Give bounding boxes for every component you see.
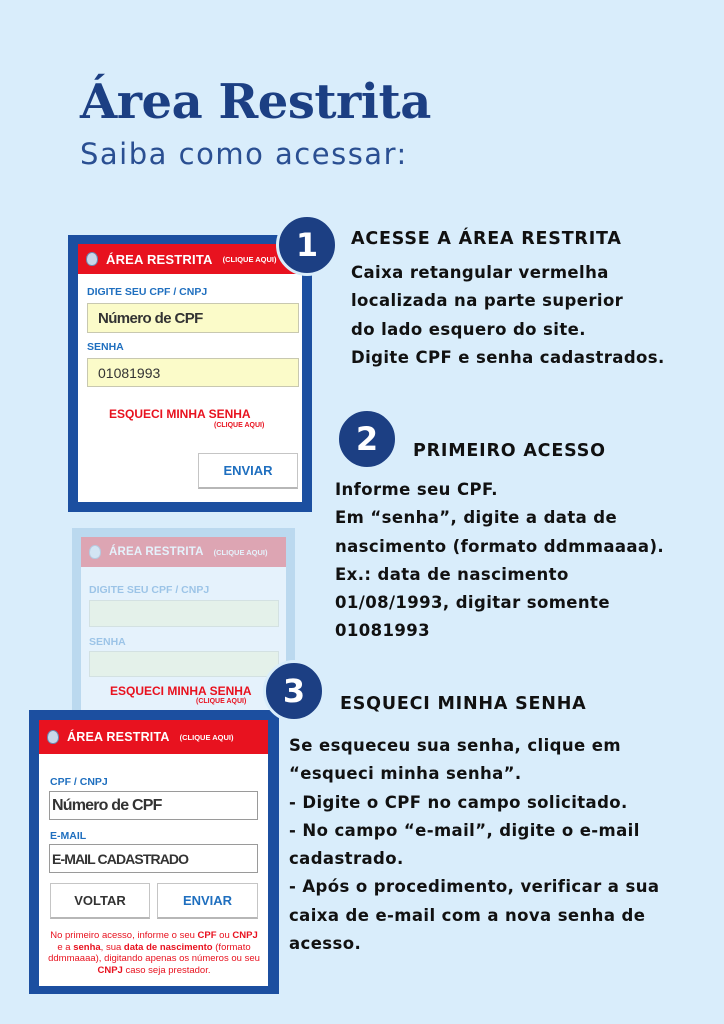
email-field-label: E-MAIL: [50, 830, 87, 842]
step-2-line: Informe seu CPF.: [335, 480, 498, 499]
page-title: Área Restrita: [80, 74, 431, 130]
recovery-send-button[interactable]: ENVIAR: [157, 883, 258, 919]
step-1-badge: 1: [276, 214, 338, 276]
step-3-line: caixa de e-mail com a nova senha de: [289, 905, 646, 925]
faded-cpf-label: DIGITE SEU CPF / CNPJ: [89, 584, 210, 596]
step-1-line: do lado esquero do site.: [351, 319, 586, 339]
back-button[interactable]: VOLTAR: [50, 883, 150, 919]
faded-forgot-password-link: ESQUECI MINHA SENHA: [110, 684, 252, 698]
note-text: ou: [216, 930, 233, 941]
step-2-heading: PRIMEIRO ACESSO: [413, 441, 606, 461]
step-1-line: Caixa retangular vermelha: [351, 263, 609, 282]
recovery-header-title: ÁREA RESTRITA: [67, 730, 170, 744]
step-3-line: “esqueci minha senha”.: [289, 764, 522, 784]
step-3-line: - Digite o CPF no campo solicitado.: [289, 792, 628, 812]
recovery-box-header[interactable]: [39, 720, 268, 754]
login-box-header-title: ÁREA RESTRITA: [106, 251, 213, 267]
recovery-box: [29, 710, 279, 994]
step-3-text: [289, 732, 659, 958]
faded-password-label: SENHA: [89, 636, 126, 648]
step-3-badge: 3: [263, 660, 325, 722]
recovery-note: [47, 930, 261, 976]
email-field[interactable]: [49, 844, 258, 873]
step-2-text: [335, 476, 664, 646]
recovery-shield-icon: [47, 730, 59, 744]
cpf-field-value: Número de CPF: [98, 309, 203, 327]
note-bold: data de nascimento: [123, 941, 213, 953]
note-bold: CNPJ: [97, 964, 123, 976]
login-box-header[interactable]: [78, 244, 302, 274]
password-field-value: 01081993: [98, 364, 161, 381]
step-3-heading: ESQUECI MINHA SENHA: [340, 694, 587, 714]
note-text: e a: [57, 941, 74, 953]
login-box-panel: [78, 244, 302, 502]
recovery-header-link[interactable]: (CLIQUE AQUI): [179, 732, 234, 742]
note-text: (formato ddmmaaaa), digitando apenas os números ou seu: [48, 941, 260, 964]
recovery-cpf-field[interactable]: [49, 791, 258, 820]
step-1-line: Digite CPF e senha cadastrados.: [351, 347, 665, 367]
step-2-line: 01/08/1993, digitar somente: [335, 593, 610, 613]
step-3-line: - No campo “e-mail”, digite o e-mail: [289, 820, 640, 840]
step-1-heading: ACESSE A ÁREA RESTRITA: [351, 229, 622, 249]
forgot-password-click-here[interactable]: (CLIQUE AQUI): [214, 422, 265, 429]
email-field-value: E-MAIL CADASTRADO: [52, 850, 189, 867]
step-2-badge: 2: [336, 408, 398, 470]
step-2-line: 01081993: [335, 621, 431, 641]
step-3-line: - Após o procedimento, verificar a sua: [289, 877, 660, 897]
step-2-line: Ex.: data de nascimento: [335, 564, 569, 584]
faded-password-field: [89, 651, 279, 677]
note-bold: senha: [73, 941, 101, 953]
recovery-box-panel: [39, 720, 268, 986]
note-text: , sua: [100, 941, 124, 953]
faded-shield-icon: [89, 545, 101, 559]
step-1-line: localizada na parte superior: [351, 291, 624, 311]
cpf-field[interactable]: [87, 303, 299, 333]
page-subtitle: Saiba como acessar:: [80, 137, 408, 171]
login-box: [68, 235, 312, 512]
recovery-cpf-label: CPF / CNPJ: [50, 776, 108, 788]
password-field-label: SENHA: [87, 341, 124, 353]
faded-forgot-password-click-here: (CLIQUE AQUI): [196, 698, 247, 705]
recovery-cpf-value: Número de CPF: [52, 796, 162, 814]
note-text: caso seja prestador.: [122, 964, 211, 976]
faded-header-link: (CLIQUE AQUI): [213, 547, 268, 557]
note-text: No primeiro acesso, informe o seu: [50, 930, 198, 941]
step-2-line: Em “senha”, digite a data de: [335, 508, 618, 528]
step-1-text: [351, 259, 665, 372]
faded-login-box-header: [81, 537, 286, 567]
step-3-line: acesso.: [289, 934, 362, 954]
step-2-line: nascimento (formato ddmmaaaa).: [335, 536, 665, 556]
shield-icon: [86, 252, 98, 266]
step-3-line: cadastrado.: [289, 849, 404, 869]
note-bold: CPF: [197, 930, 217, 941]
step-3-line: Se esqueceu sua senha, clique em: [289, 736, 621, 755]
faded-header-title: ÁREA RESTRITA: [109, 546, 204, 558]
login-box-header-link[interactable]: (CLIQUE AQUI): [222, 254, 277, 264]
forgot-password-link[interactable]: ESQUECI MINHA SENHA: [109, 407, 251, 421]
send-button[interactable]: ENVIAR: [198, 453, 298, 489]
password-field[interactable]: [87, 358, 299, 387]
cpf-field-label: DIGITE SEU CPF / CNPJ: [87, 286, 208, 298]
note-bold: CNPJ: [232, 930, 258, 941]
faded-cpf-field: [89, 600, 279, 627]
